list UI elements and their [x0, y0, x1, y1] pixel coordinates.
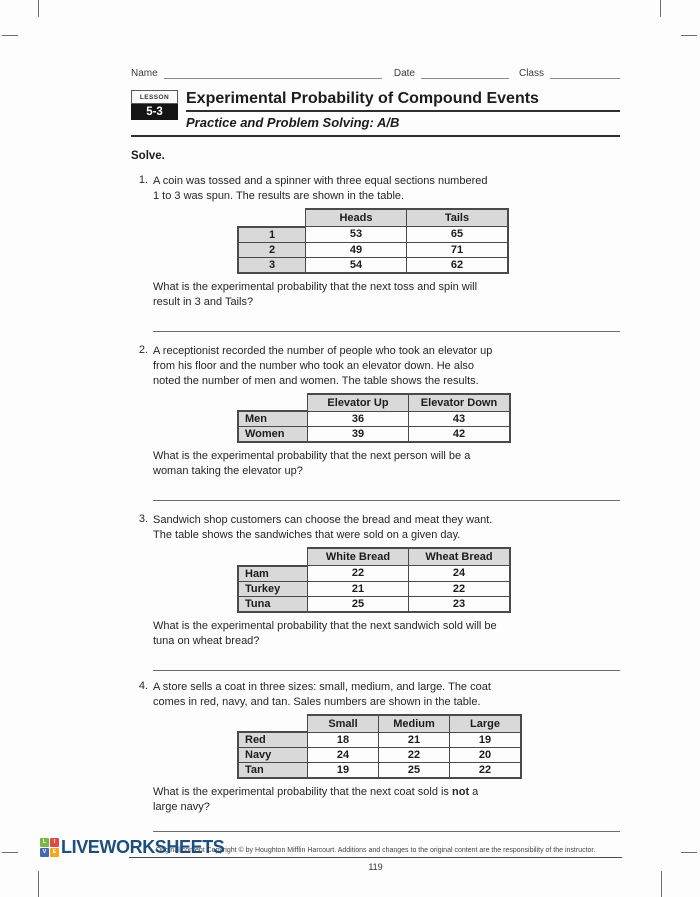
problem-question: What is the experimental probability that the next person will be a: [153, 450, 471, 462]
date-blank[interactable]: [421, 67, 509, 79]
table-header-cell: Tails: [407, 209, 509, 227]
table-ghost-cell: [238, 548, 308, 566]
student-info-row: [131, 66, 620, 79]
answer-line-2[interactable]: [153, 500, 620, 501]
table-cell: 24: [409, 566, 511, 582]
question-text: a: [469, 786, 479, 798]
liveworksheets-wordmark: LIVEWORKSHEETS: [61, 837, 225, 857]
page-number: 119: [368, 862, 383, 872]
answer-line-3[interactable]: [153, 670, 620, 671]
copyright-text: Original content Copyright © by Houghton Mifflin Harcourt. Additions and changes to the original content are the responsibility of the instructor.: [155, 847, 596, 854]
table-cell: 22: [379, 748, 450, 763]
crop-mark: [660, 0, 661, 17]
table-cell: 39: [308, 427, 409, 443]
table-cell: 49: [306, 242, 407, 257]
table-header-cell: Small: [308, 715, 379, 733]
problem-question: What is the experimental probability that the next toss and spin will: [153, 280, 478, 293]
class-blank[interactable]: [550, 67, 620, 79]
table-cell: 43: [409, 411, 511, 427]
problem-2-table: [237, 393, 511, 444]
crop-mark: [2, 35, 18, 36]
row-label-cell: Women: [238, 427, 308, 443]
table-cell: 21: [379, 732, 450, 748]
table-ghost-cell: [238, 394, 308, 412]
table-header-cell: Large: [450, 715, 522, 733]
problem-4-table: [237, 714, 522, 780]
solve-heading: Solve.: [131, 150, 165, 162]
question-text: What is the experimental probability that the next coat sold is: [153, 786, 452, 798]
name-blank[interactable]: [164, 67, 382, 79]
problem-text: 1 to 3 was spun. The results are shown in the table.: [153, 190, 405, 202]
problem-text: noted the number of men and women. The table shows the results.: [153, 374, 479, 387]
table-cell: 54: [306, 257, 407, 273]
logo-tile-e: E: [50, 848, 59, 857]
problem-number: 1.: [138, 174, 148, 186]
crop-mark: [661, 871, 662, 897]
table-cell: 71: [407, 242, 509, 257]
table-cell: 25: [379, 763, 450, 779]
problem-question: result in 3 and Tails?: [153, 295, 254, 308]
problem-question: woman taking the elevator up?: [153, 465, 303, 477]
table-cell: 22: [308, 566, 409, 582]
table-header-cell: White Bread: [308, 548, 409, 566]
table-cell: 21: [308, 581, 409, 596]
problem-text: from his floor and the number who took an elevator down. He also: [153, 359, 475, 372]
table-header-cell: Heads: [306, 209, 407, 227]
page-title: Experimental Probability of Compound Events: [186, 90, 620, 112]
header-rule: [131, 135, 620, 137]
lesson-header: [131, 90, 620, 130]
problem-text: The table shows the sandwiches that were sold on a given day.: [153, 529, 461, 541]
problem-number: 3.: [138, 513, 148, 525]
row-label-cell: Tan: [238, 763, 308, 779]
problem-question: tuna on wheat bread?: [153, 634, 260, 647]
row-label-cell: Tuna: [238, 596, 308, 612]
row-label-cell: Navy: [238, 748, 308, 763]
table-ghost-cell: [238, 715, 308, 733]
problem-question: large navy?: [153, 801, 210, 813]
problem-2: [131, 344, 620, 480]
crop-mark: [38, 871, 39, 897]
table-cell: 24: [308, 748, 379, 763]
problem-3: [131, 513, 620, 649]
answer-line-4[interactable]: [153, 831, 620, 832]
table-ghost-cell: [238, 209, 306, 227]
problem-1: [131, 174, 620, 310]
table-cell: 22: [409, 581, 511, 596]
table-header-cell: Elevator Up: [308, 394, 409, 412]
table-cell: 25: [308, 596, 409, 612]
problem-number: 2.: [138, 343, 148, 356]
answer-line-1[interactable]: [153, 331, 620, 332]
problem-text: A store sells a coat in three sizes: small, medium, and large. The coat: [153, 680, 491, 693]
lesson-badge-number: 5-3: [131, 104, 178, 120]
problem-text: comes in red, navy, and tan. Sales numbers are shown in the table.: [153, 695, 481, 708]
table-header-cell: Elevator Down: [409, 394, 511, 412]
lesson-badge: [131, 90, 178, 120]
problem-text: Sandwich shop customers can choose the bread and meat they want.: [153, 514, 493, 526]
problem-4: [131, 680, 620, 816]
name-label: Name: [131, 68, 158, 79]
date-label: Date: [393, 68, 415, 79]
table-cell: 19: [450, 732, 522, 748]
crop-mark: [681, 852, 697, 853]
table-cell: 23: [409, 596, 511, 612]
liveworksheets-logo[interactable]: [40, 837, 224, 858]
table-cell: 20: [450, 748, 522, 763]
row-label-cell: 2: [238, 242, 306, 257]
row-label-cell: Men: [238, 411, 308, 427]
lesson-badge-label: LESSON: [131, 90, 178, 104]
problem-3-table: [237, 547, 511, 613]
row-label-cell: Red: [238, 732, 308, 748]
problem-text: A receptionist recorded the number of people who took an elevator up: [153, 344, 493, 357]
problem-question: [153, 785, 620, 800]
page-subtitle: Practice and Problem Solving: A/B: [186, 115, 400, 130]
table-cell: 65: [407, 227, 509, 243]
row-label-cell: 3: [238, 257, 306, 273]
crop-mark: [2, 852, 18, 853]
logo-tile-l: L: [40, 838, 49, 847]
row-label-cell: Ham: [238, 566, 308, 582]
logo-tile-i: I: [50, 838, 59, 847]
table-header-cell: Medium: [379, 715, 450, 733]
liveworksheets-grid-icon: [40, 838, 59, 857]
problem-text: A coin was tossed and a spinner with three equal sections numbered: [153, 175, 488, 187]
crop-mark: [681, 35, 697, 36]
row-label-cell: 1: [238, 227, 306, 243]
problem-number: 4.: [138, 679, 148, 692]
table-cell: 18: [308, 732, 379, 748]
logo-tile-v: V: [40, 848, 49, 857]
table-cell: 22: [450, 763, 522, 779]
table-cell: 62: [407, 257, 509, 273]
problem-question: What is the experimental probability that the next sandwich sold will be: [153, 619, 497, 632]
table-cell: 36: [308, 411, 409, 427]
problem-1-table: [237, 208, 509, 274]
question-bold-word: not: [452, 786, 470, 798]
row-label-cell: Turkey: [238, 581, 308, 596]
table-cell: 19: [308, 763, 379, 779]
crop-mark: [38, 0, 39, 17]
table-cell: 42: [409, 427, 511, 443]
table-header-cell: Wheat Bread: [409, 548, 511, 566]
class-label: Class: [518, 68, 544, 79]
table-cell: 53: [306, 227, 407, 243]
